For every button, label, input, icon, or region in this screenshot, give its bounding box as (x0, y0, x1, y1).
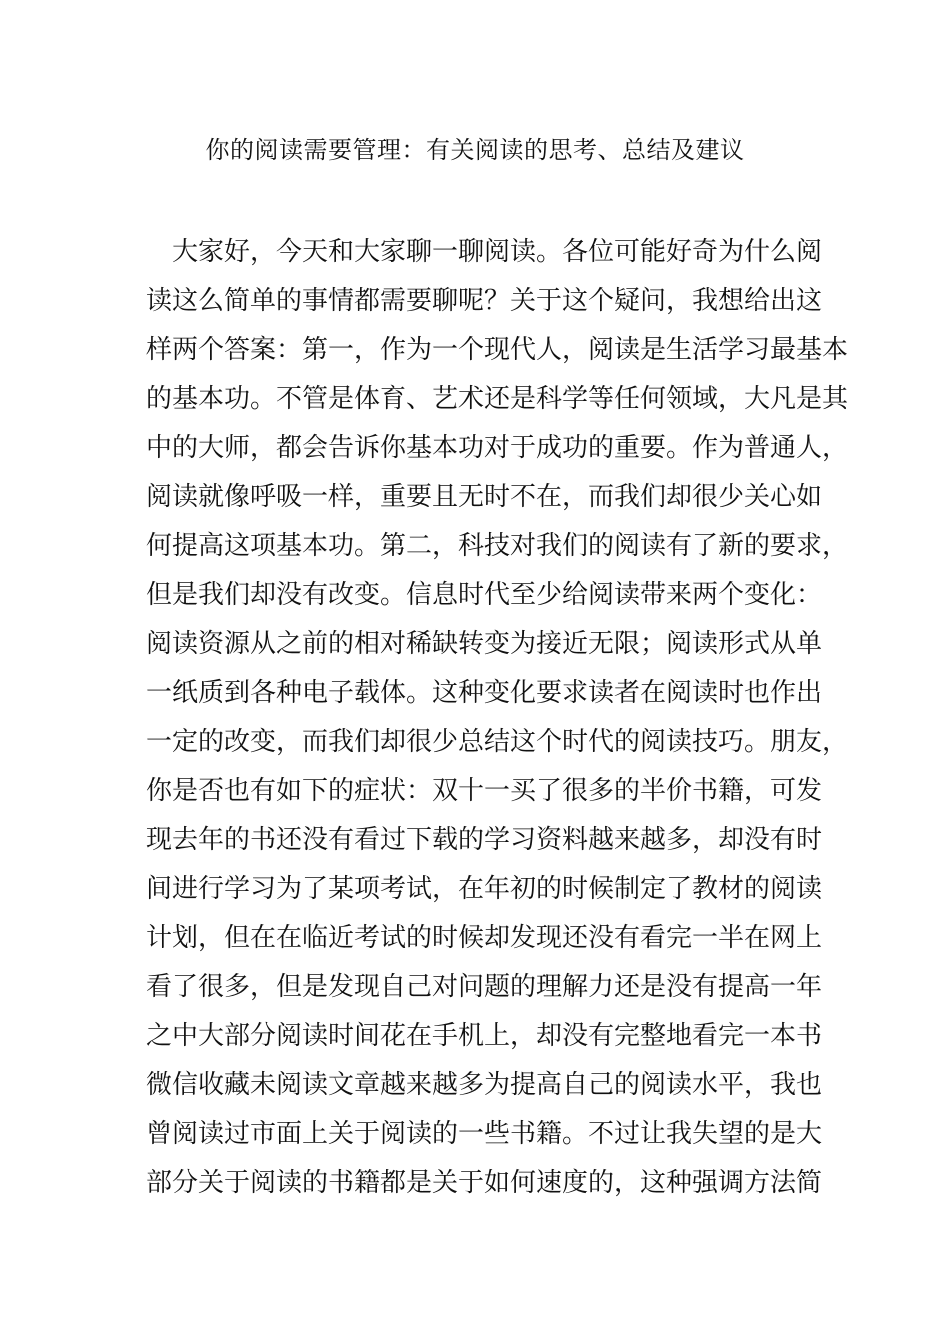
body-line: 部分关于阅读的书籍都是关于如何速度的，这种强调方法简 (146, 1168, 823, 1198)
body-line: 何提高这项基本功。第二，科技对我们的阅读有了新的要求， (146, 531, 849, 561)
body-line: 大家好，今天和大家聊一聊阅读。各位可能好奇为什么阅 (146, 237, 823, 267)
body-line: 你是否也有如下的症状：双十一买了很多的半价书籍，可发 (146, 776, 823, 806)
body-line: 但是我们却没有改变。信息时代至少给阅读带来两个变化： (146, 580, 823, 610)
body-line: 计划，但在在临近考试的时候却发现还没有看完一半在网上 (146, 923, 823, 953)
body-line: 阅读就像呼吸一样，重要且无时不在，而我们却很少关心如 (146, 482, 823, 512)
body-line: 的基本功。不管是体育、艺术还是科学等任何领域，大凡是其 (146, 384, 849, 414)
body-line: 阅读资源从之前的相对稀缺转变为接近无限；阅读形式从单 (146, 629, 823, 659)
body-line: 看了很多，但是发现自己对问题的理解力还是没有提高一年 (146, 972, 823, 1002)
body-line: 之中大部分阅读时间花在手机上，却没有完整地看完一本书 (146, 1021, 823, 1051)
body-line: 一纸质到各种电子载体。这种变化要求读者在阅读时也作出 (146, 678, 823, 708)
body-line: 中的大师，都会告诉你基本功对于成功的重要。作为普通人， (146, 433, 849, 463)
body-line: 曾阅读过市面上关于阅读的一些书籍。不过让我失望的是大 (146, 1119, 823, 1149)
body-line: 样两个答案：第一，作为一个现代人，阅读是生活学习最基本 (146, 335, 849, 365)
body-line: 现去年的书还没有看过下载的学习资料越来越多，却没有时 (146, 825, 823, 855)
body-line: 微信收藏未阅读文章越来越多为提高自己的阅读水平，我也 (146, 1070, 823, 1100)
document-body (146, 228, 849, 1208)
body-line: 间进行学习为了某项考试，在年初的时候制定了教材的阅读 (146, 874, 823, 904)
document-title: 你的阅读需要管理：有关阅读的思考、总结及建议 (205, 136, 745, 164)
body-line: 读这么简单的事情都需要聊呢？关于这个疑问，我想给出这 (146, 286, 823, 316)
body-line: 一定的改变，而我们却很少总结这个时代的阅读技巧。朋友， (146, 727, 849, 757)
